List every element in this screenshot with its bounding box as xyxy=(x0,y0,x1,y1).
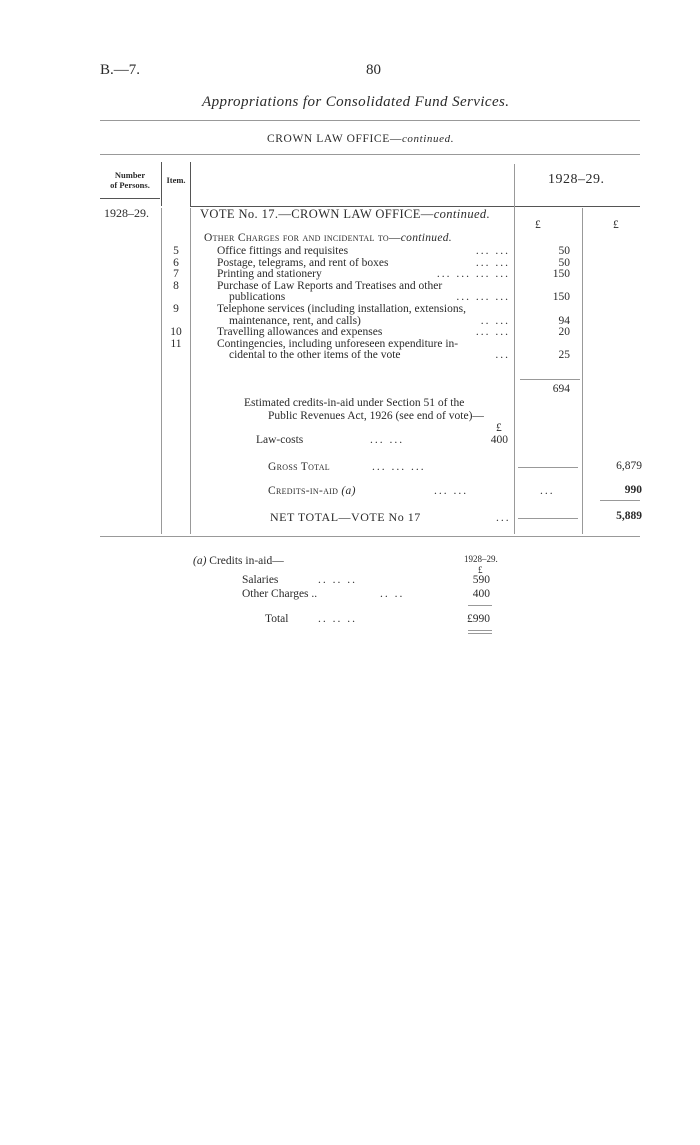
law-costs-amount: 400 xyxy=(490,434,508,446)
total-divider xyxy=(582,208,583,534)
footnote-double-rule-2 xyxy=(468,633,492,634)
item-amount: 25 xyxy=(558,349,570,362)
item-divider xyxy=(190,208,191,534)
item-amount: 150 xyxy=(552,291,570,304)
footnote-row-salaries-amount: 590 xyxy=(472,574,490,586)
persons-divider-header xyxy=(161,162,162,206)
footnote-row-salaries: Salaries xyxy=(242,574,279,586)
page-number: 80 xyxy=(366,62,381,78)
net-total-label: NET TOTAL—VOTE No 17 xyxy=(270,510,421,524)
gross-total-dots: ... ... ... xyxy=(372,461,426,473)
item-description: Office fittings and requisites xyxy=(217,245,349,257)
item-leader-dots: ... ... xyxy=(475,245,510,257)
persons-divider xyxy=(161,208,162,534)
amount-divider xyxy=(514,164,515,534)
net-dash xyxy=(518,518,578,519)
gross-total-label: Gross Total xyxy=(268,461,330,473)
page-reference: B.—7. xyxy=(100,62,141,78)
table-top-rule xyxy=(100,154,640,155)
item-number: 10 xyxy=(170,326,182,339)
subtotal-rule xyxy=(520,379,580,380)
law-costs-label: Law-costs xyxy=(256,434,304,446)
gross-dash xyxy=(518,467,578,468)
footnote-currency: £ xyxy=(478,565,483,575)
item-description: Purchase of Law Reports and Treatises and other xyxy=(217,279,443,292)
item-amount: 50 xyxy=(558,256,570,269)
item-number: 9 xyxy=(173,303,179,315)
credits-mid-dots: ... xyxy=(540,485,555,497)
footnote-title: (a) Credits in-aid— xyxy=(193,555,284,567)
item-description: Postage, telegrams, and rent of boxes xyxy=(217,256,389,269)
item-description-cont: maintenance, rent, and calls) xyxy=(229,314,361,327)
persons-year: 1928–29. xyxy=(104,206,149,220)
item-description: Telephone services (including installation, extensions, xyxy=(217,303,466,315)
item-number: 11 xyxy=(170,337,182,350)
footnote-row-other-amount: 400 xyxy=(472,588,490,600)
section-title: CROWN LAW OFFICE—continued. xyxy=(267,133,455,145)
item-leader-dots: ... xyxy=(495,349,510,362)
item-leader-dots: ... ... ... xyxy=(456,291,510,304)
item-amount: 20 xyxy=(558,326,570,339)
credits-currency: £ xyxy=(496,422,502,434)
persons-header-rule xyxy=(100,198,160,199)
net-total-dots: ... xyxy=(496,512,511,524)
footnote-year: 1928–29. xyxy=(464,554,498,564)
item-description: Contingencies, including unforeseen expenditure in- xyxy=(217,337,459,350)
table-bottom-rule xyxy=(100,536,640,537)
header-rule xyxy=(100,120,640,121)
charges-heading: Other Charges for and incidental to—continued. xyxy=(204,232,452,244)
item-description-cont: publications xyxy=(229,291,286,304)
subtotal: 694 xyxy=(552,383,570,395)
col-year-header: 1928–29. xyxy=(548,172,605,187)
item-leader-dots: ... ... xyxy=(475,256,510,269)
col-item-header: Item. xyxy=(166,175,186,185)
footnote-total-dots: .. .. .. xyxy=(318,613,357,625)
col-persons-header: Number of Persons. xyxy=(110,170,150,190)
footnote-row-other-dots: .. .. xyxy=(380,588,405,600)
vote-title: VOTE No. 17.—CROWN LAW OFFICE—continued. xyxy=(200,207,491,221)
credits-in-aid-label: Credits-in-aid (a) xyxy=(268,485,356,497)
credits-rule xyxy=(600,500,640,501)
item-divider-header xyxy=(190,162,191,206)
footnote-row-salaries-dots: .. .. .. xyxy=(318,574,357,586)
item-leader-dots: ... ... ... ... xyxy=(436,268,510,281)
footnote-sum-rule xyxy=(468,605,492,606)
law-costs-dots: ... ... xyxy=(370,434,405,446)
item-description-cont: cidental to the other items of the vote xyxy=(229,349,401,362)
item-number: 6 xyxy=(173,256,179,269)
net-total-amount: 5,889 xyxy=(616,510,642,522)
item-description: Travelling allowances and expenses xyxy=(217,326,383,339)
credits-in-aid-amount: 990 xyxy=(624,484,642,496)
item-amount: 50 xyxy=(558,245,570,257)
credits-note-line2: Public Revenues Act, 1926 (see end of vote)— xyxy=(268,410,484,422)
footnote-double-rule-1 xyxy=(468,630,492,631)
item-amount: 150 xyxy=(552,268,570,281)
footnote-row-other: Other Charges .. xyxy=(242,588,318,600)
item-description: Printing and stationery xyxy=(217,268,322,281)
item-number: 7 xyxy=(173,268,179,281)
footnote-total-amount: £990 xyxy=(467,613,490,625)
item-number: 5 xyxy=(173,245,179,257)
footnote-total-label: Total xyxy=(265,613,289,625)
credits-in-aid-dots: ... ... xyxy=(434,485,469,497)
gross-total-amount: 6,879 xyxy=(616,460,642,472)
item-amount: 94 xyxy=(558,314,570,327)
item-leader-dots: .. ... xyxy=(480,314,510,327)
page-subtitle: Appropriations for Consolidated Fund Services. xyxy=(202,94,510,110)
currency-amount-col: £ xyxy=(535,219,541,231)
credits-note-line1: Estimated credits-in-aid under Section 51 of the xyxy=(244,397,465,409)
currency-total-col: £ xyxy=(613,219,619,231)
item-number: 8 xyxy=(173,279,179,292)
item-leader-dots: ... ... xyxy=(475,326,510,339)
